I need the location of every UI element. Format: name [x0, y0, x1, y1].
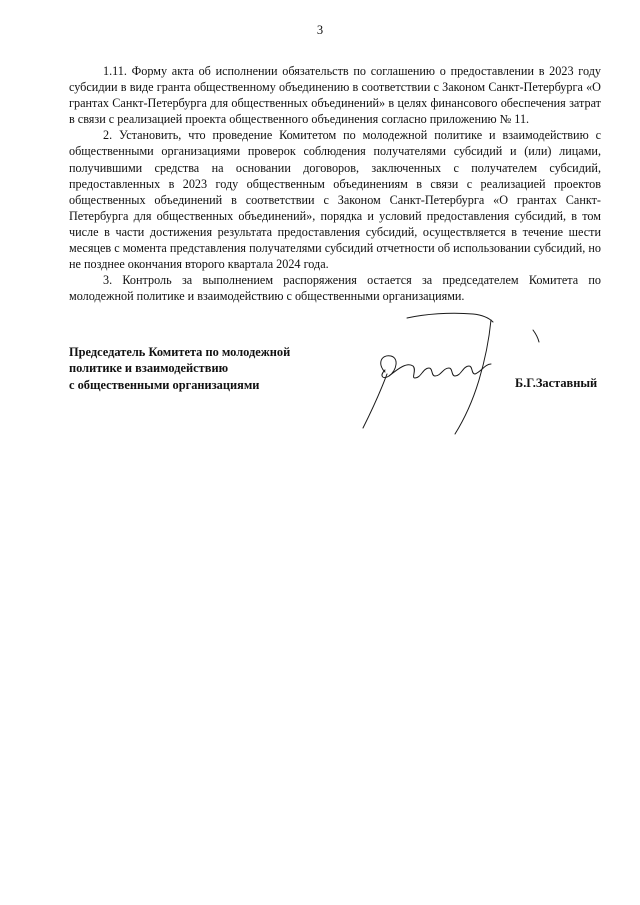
signatory-title-line-1: Председатель Комитета по молодежной	[69, 345, 291, 359]
signatory-title-line-2: политике и взаимодействию	[69, 361, 229, 376]
signatory-title-line-3: с общественными организациями	[69, 377, 260, 392]
paragraph-2: 2. Установить, что проведение Комитетом по молодежной политике и взаимодействию с общественными организациями проверок соблюдения получателями субсидий и (или) лицами, получившими средства на основании договоров, заключенных с получателем субсидий, предоставленных в 2023 году общественным объединениям в связи с реализацией проектов общественных объединений в соответствии с Законом Санкт-Петербурга «О грантах Санкт-Петербурга для общественных объединений», порядка и условий предоставления субсидий, в том числе в части достижения результата предоставления субсидий, осуществляется в течение шести месяцев с момента представления получателями субсидий отчетности об использовании субсидий, но не позднее окончания второго квартала 2024 года.	[69, 128, 601, 272]
handwritten-signature	[355, 300, 555, 445]
page-number: 3	[316, 23, 324, 37]
document-body	[69, 63, 601, 304]
signatory-title	[69, 344, 329, 393]
signer-name: Б.Г.Заставный	[515, 376, 598, 390]
paragraph-3: 3. Контроль за выполнением распоряжения остается за председателем Комитета по молодежной политике и взаимодействию с общественными организациями.	[69, 273, 601, 304]
paragraph-1-11: 1.11. Форму акта об исполнении обязательств по соглашению о предоставлении в 2023 году субсидии в виде гранта общественному объединению в соответствии с Законом Санкт-Петербурга «О грантах Санкт-Петербурга для общественных объединений» в целях финансового обеспечения затрат в связи с реализацией проекта общественного объединения согласно приложению № 11.	[69, 64, 601, 127]
